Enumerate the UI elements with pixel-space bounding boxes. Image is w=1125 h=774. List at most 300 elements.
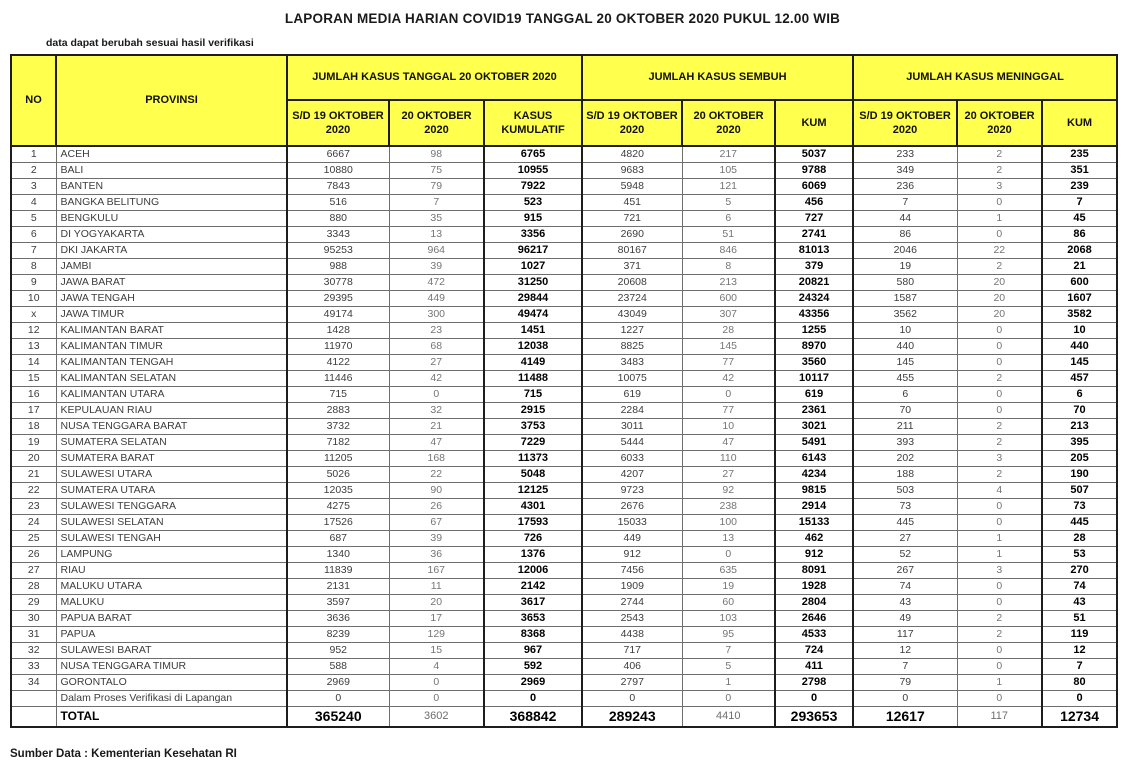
cell-value: 952 <box>287 642 389 658</box>
verification-note: data dapat berubah sesuai hasil verifikasi <box>46 37 254 49</box>
cell-no: 27 <box>11 562 56 578</box>
cell-value: 349 <box>853 162 957 178</box>
cell-value: 11488 <box>484 370 582 386</box>
cell-provinsi: MALUKU UTARA <box>56 578 287 594</box>
cell-value: 4438 <box>582 626 682 642</box>
table-row <box>11 162 1117 178</box>
cell-value: 507 <box>1042 482 1117 498</box>
cell-value: 2 <box>957 418 1042 434</box>
cell-value: 7 <box>853 658 957 674</box>
cell-value: 236 <box>853 178 957 194</box>
cell-value: 19 <box>853 258 957 274</box>
cell-no: 31 <box>11 626 56 642</box>
cell-value: 503 <box>853 482 957 498</box>
cell-value: 371 <box>582 258 682 274</box>
cell-value: 1909 <box>582 578 682 594</box>
cell-value: 2 <box>957 146 1042 162</box>
table-row <box>11 274 1117 290</box>
cell-value: 12 <box>853 642 957 658</box>
cell-value: 117 <box>853 626 957 642</box>
covid-report-table <box>10 54 1118 728</box>
cell-no: 24 <box>11 514 56 530</box>
cell-value: 912 <box>582 546 682 562</box>
cell-value: 523 <box>484 194 582 210</box>
cell-value: 0 <box>957 498 1042 514</box>
cell-value: 12006 <box>484 562 582 578</box>
table-row <box>11 674 1117 690</box>
cell-value: 103 <box>682 610 775 626</box>
cell-value: 0 <box>957 194 1042 210</box>
cell-value: 2969 <box>484 674 582 690</box>
sub-header-meninggal-sd19: S/D 19 OKTOBER 2020 <box>853 100 957 146</box>
cell-value: 0 <box>957 690 1042 706</box>
cell-value: 15033 <box>582 514 682 530</box>
cell-provinsi: KALIMANTAN TENGAH <box>56 354 287 370</box>
cell-provinsi: SULAWESI SELATAN <box>56 514 287 530</box>
cell-value: 11373 <box>484 450 582 466</box>
cell-value: 2 <box>957 370 1042 386</box>
cell-no: 25 <box>11 530 56 546</box>
cell-value: 86 <box>853 226 957 242</box>
cell-no: 2 <box>11 162 56 178</box>
cell-value: 10955 <box>484 162 582 178</box>
cell-value: 20 <box>957 290 1042 306</box>
cell-value: 110 <box>682 450 775 466</box>
cell-value: 60 <box>682 594 775 610</box>
total-row <box>11 706 1117 727</box>
cell-value: 3617 <box>484 594 582 610</box>
cell-value: 3021 <box>775 418 853 434</box>
cell-value: 1 <box>957 210 1042 226</box>
cell-value: 10880 <box>287 162 389 178</box>
table-row <box>11 642 1117 658</box>
cell-no: 5 <box>11 210 56 226</box>
cell-no: 22 <box>11 482 56 498</box>
cell-value: 13 <box>682 530 775 546</box>
cell-value: 6 <box>853 386 957 402</box>
cell-value: 1607 <box>1042 290 1117 306</box>
table-row <box>11 226 1117 242</box>
cell-no: 10 <box>11 290 56 306</box>
cell-value: 4122 <box>287 354 389 370</box>
cell-value: 12035 <box>287 482 389 498</box>
table-row <box>11 514 1117 530</box>
cell-value: 445 <box>853 514 957 530</box>
cell-value: 15 <box>389 642 484 658</box>
cell-value: 2914 <box>775 498 853 514</box>
cell-value: 11205 <box>287 450 389 466</box>
cell-value: 1 <box>957 530 1042 546</box>
cell-value: 2046 <box>853 242 957 258</box>
cell-value: 1428 <box>287 322 389 338</box>
cell-value: 205 <box>1042 450 1117 466</box>
cell-total-value: 4410 <box>682 706 775 727</box>
cell-value: 2 <box>957 610 1042 626</box>
cell-value: 0 <box>957 658 1042 674</box>
cell-total-value: 365240 <box>287 706 389 727</box>
table-row <box>11 546 1117 562</box>
cell-value: 2646 <box>775 610 853 626</box>
cell-provinsi: KALIMANTAN TIMUR <box>56 338 287 354</box>
cell-value: 5948 <box>582 178 682 194</box>
cell-provinsi: BANGKA BELITUNG <box>56 194 287 210</box>
cell-value: 307 <box>682 306 775 322</box>
cell-value: 4533 <box>775 626 853 642</box>
cell-value: 2969 <box>287 674 389 690</box>
table-body <box>11 146 1117 727</box>
cell-value: 74 <box>1042 578 1117 594</box>
cell-value: 145 <box>853 354 957 370</box>
cell-value: 49174 <box>287 306 389 322</box>
cell-value: 9788 <box>775 162 853 178</box>
cell-value: 267 <box>853 562 957 578</box>
cell-value: 5 <box>682 194 775 210</box>
cell-provinsi: JAWA TIMUR <box>56 306 287 322</box>
cell-value: 67 <box>389 514 484 530</box>
cell-no <box>11 706 56 727</box>
group-header-kasus: JUMLAH KASUS TANGGAL 20 OKTOBER 2020 <box>287 55 582 100</box>
cell-value: 619 <box>775 386 853 402</box>
cell-provinsi: KALIMANTAN BARAT <box>56 322 287 338</box>
cell-value: 36 <box>389 546 484 562</box>
cell-value: 0 <box>853 690 957 706</box>
cell-value: 35 <box>389 210 484 226</box>
cell-value: 7456 <box>582 562 682 578</box>
cell-value: 0 <box>957 338 1042 354</box>
cell-value: 86 <box>1042 226 1117 242</box>
cell-provinsi: Dalam Proses Verifikasi di Lapangan <box>56 690 287 706</box>
cell-value: 600 <box>682 290 775 306</box>
cell-value: 3597 <box>287 594 389 610</box>
cell-value: 26 <box>389 498 484 514</box>
cell-value: 188 <box>853 466 957 482</box>
cell-provinsi: SULAWESI BARAT <box>56 642 287 658</box>
cell-no: 12 <box>11 322 56 338</box>
cell-value: 22 <box>957 242 1042 258</box>
total-label: TOTAL <box>56 706 287 727</box>
cell-value: 4275 <box>287 498 389 514</box>
cell-value: 5 <box>682 658 775 674</box>
cell-value: 715 <box>484 386 582 402</box>
cell-value: 51 <box>1042 610 1117 626</box>
cell-value: 10 <box>1042 322 1117 338</box>
cell-value: 28 <box>682 322 775 338</box>
cell-value: 2142 <box>484 578 582 594</box>
cell-value: 8091 <box>775 562 853 578</box>
table-row <box>11 498 1117 514</box>
cell-value: 10 <box>853 322 957 338</box>
cell-value: 2284 <box>582 402 682 418</box>
cell-no: 32 <box>11 642 56 658</box>
cell-value: 79 <box>853 674 957 690</box>
cell-provinsi: PAPUA BARAT <box>56 610 287 626</box>
table-row <box>11 258 1117 274</box>
cell-value: 6 <box>682 210 775 226</box>
cell-total-value: 117 <box>957 706 1042 727</box>
cell-value: 238 <box>682 498 775 514</box>
cell-value: 2131 <box>287 578 389 594</box>
cell-value: 53 <box>1042 546 1117 562</box>
cell-value: 3582 <box>1042 306 1117 322</box>
cell-value: 3636 <box>287 610 389 626</box>
cell-value: 3343 <box>287 226 389 242</box>
cell-value: 30778 <box>287 274 389 290</box>
cell-value: 11839 <box>287 562 389 578</box>
cell-value: 75 <box>389 162 484 178</box>
cell-value: 395 <box>1042 434 1117 450</box>
cell-value: 6667 <box>287 146 389 162</box>
cell-value: 721 <box>582 210 682 226</box>
table-row <box>11 146 1117 162</box>
group-header-meninggal: JUMLAH KASUS MENINGGAL <box>853 55 1117 100</box>
cell-provinsi: KEPULAUAN RIAU <box>56 402 287 418</box>
cell-provinsi: SUMATERA SELATAN <box>56 434 287 450</box>
cell-value: 2068 <box>1042 242 1117 258</box>
cell-no: 34 <box>11 674 56 690</box>
cell-value: 7843 <box>287 178 389 194</box>
cell-value: 915 <box>484 210 582 226</box>
cell-value: 105 <box>682 162 775 178</box>
cell-value: 715 <box>287 386 389 402</box>
cell-value: 51 <box>682 226 775 242</box>
cell-value: 6143 <box>775 450 853 466</box>
cell-value: 98 <box>389 146 484 162</box>
cell-no: 18 <box>11 418 56 434</box>
cell-value: 47 <box>682 434 775 450</box>
cell-value: 10 <box>682 418 775 434</box>
cell-provinsi: SULAWESI TENGAH <box>56 530 287 546</box>
cell-provinsi: BANTEN <box>56 178 287 194</box>
cell-total-value: 12617 <box>853 706 957 727</box>
table-row <box>11 594 1117 610</box>
sub-header-sembuh-20okt: 20 OKTOBER 2020 <box>682 100 775 146</box>
cell-value: 1340 <box>287 546 389 562</box>
cell-provinsi: LAMPUNG <box>56 546 287 562</box>
cell-value: 0 <box>957 642 1042 658</box>
cell-value: 0 <box>682 386 775 402</box>
cell-value: 6 <box>1042 386 1117 402</box>
cell-value: 6765 <box>484 146 582 162</box>
cell-provinsi: SULAWESI TENGGARA <box>56 498 287 514</box>
cell-value: 4234 <box>775 466 853 482</box>
cell-value: 190 <box>1042 466 1117 482</box>
cell-value: 0 <box>1042 690 1117 706</box>
cell-value: 724 <box>775 642 853 658</box>
table-row <box>11 338 1117 354</box>
cell-value: 3732 <box>287 418 389 434</box>
cell-value: 451 <box>582 194 682 210</box>
cell-value: 27 <box>853 530 957 546</box>
cell-value: 11 <box>389 578 484 594</box>
cell-value: 1 <box>957 546 1042 562</box>
table-row <box>11 610 1117 626</box>
cell-value: 79 <box>389 178 484 194</box>
cell-value: 449 <box>582 530 682 546</box>
cell-value: 202 <box>853 450 957 466</box>
cell-value: 2 <box>957 258 1042 274</box>
cell-no: 33 <box>11 658 56 674</box>
cell-value: 2 <box>957 466 1042 482</box>
cell-value: 393 <box>853 434 957 450</box>
cell-value: 9683 <box>582 162 682 178</box>
cell-value: 3653 <box>484 610 582 626</box>
cell-value: 727 <box>775 210 853 226</box>
cell-value: 4 <box>957 482 1042 498</box>
table-row <box>11 690 1117 706</box>
cell-value: 5491 <box>775 434 853 450</box>
cell-value: 7182 <box>287 434 389 450</box>
cell-value: 17 <box>389 610 484 626</box>
sub-header-sembuh-kum: KUM <box>775 100 853 146</box>
cell-value: 1928 <box>775 578 853 594</box>
cell-value: 440 <box>853 338 957 354</box>
cell-value: 0 <box>957 354 1042 370</box>
cell-value: 445 <box>1042 514 1117 530</box>
cell-value: 39 <box>389 530 484 546</box>
cell-value: 11446 <box>287 370 389 386</box>
cell-value: 0 <box>775 690 853 706</box>
cell-value: 32 <box>389 402 484 418</box>
cell-provinsi: BENGKULU <box>56 210 287 226</box>
cell-value: 1027 <box>484 258 582 274</box>
cell-value: 235 <box>1042 146 1117 162</box>
cell-value: 7 <box>389 194 484 210</box>
cell-value: 7 <box>853 194 957 210</box>
cell-value: 846 <box>682 242 775 258</box>
cell-value: 3560 <box>775 354 853 370</box>
cell-no: 20 <box>11 450 56 466</box>
cell-value: 68 <box>389 338 484 354</box>
cell-no: 4 <box>11 194 56 210</box>
cell-value: 440 <box>1042 338 1117 354</box>
cell-value: 462 <box>775 530 853 546</box>
cell-value: 449 <box>389 290 484 306</box>
cell-value: 43 <box>1042 594 1117 610</box>
cell-value: 13 <box>389 226 484 242</box>
cell-value: 213 <box>1042 418 1117 434</box>
cell-value: 3356 <box>484 226 582 242</box>
cell-provinsi: DI YOGYAKARTA <box>56 226 287 242</box>
sub-header-kasus-20okt: 20 OKTOBER 2020 <box>389 100 484 146</box>
table-row <box>11 290 1117 306</box>
cell-value: 0 <box>682 690 775 706</box>
cell-no: 21 <box>11 466 56 482</box>
cell-value: 0 <box>389 674 484 690</box>
cell-value: 211 <box>853 418 957 434</box>
table-row <box>11 370 1117 386</box>
cell-value: 1587 <box>853 290 957 306</box>
cell-value: 0 <box>957 594 1042 610</box>
cell-value: 2690 <box>582 226 682 242</box>
cell-value: 43356 <box>775 306 853 322</box>
table-row <box>11 466 1117 482</box>
cell-value: 42 <box>389 370 484 386</box>
cell-value: 96217 <box>484 242 582 258</box>
cell-value: 70 <box>1042 402 1117 418</box>
sub-header-sembuh-sd19: S/D 19 OKTOBER 2020 <box>582 100 682 146</box>
cell-no: 23 <box>11 498 56 514</box>
cell-value: 80167 <box>582 242 682 258</box>
cell-value: 43 <box>853 594 957 610</box>
cell-value: 619 <box>582 386 682 402</box>
page-title: LAPORAN MEDIA HARIAN COVID19 TANGGAL 20 OKTOBER 2020 PUKUL 12.00 WIB <box>284 11 841 26</box>
table-row <box>11 578 1117 594</box>
cell-provinsi: KALIMANTAN SELATAN <box>56 370 287 386</box>
cell-value: 0 <box>957 402 1042 418</box>
cell-no: 15 <box>11 370 56 386</box>
cell-value: 145 <box>1042 354 1117 370</box>
cell-total-value: 12734 <box>1042 706 1117 727</box>
cell-value: 12038 <box>484 338 582 354</box>
sub-header-meninggal-20okt: 20 OKTOBER 2020 <box>957 100 1042 146</box>
col-header-no: NO <box>11 55 56 146</box>
cell-value: 592 <box>484 658 582 674</box>
table-row <box>11 530 1117 546</box>
cell-value: 44 <box>853 210 957 226</box>
table-row <box>11 194 1117 210</box>
cell-value: 49 <box>853 610 957 626</box>
cell-value: 6069 <box>775 178 853 194</box>
cell-value: 12 <box>1042 642 1117 658</box>
table-row <box>11 434 1117 450</box>
cell-provinsi: SULAWESI UTARA <box>56 466 287 482</box>
cell-value: 717 <box>582 642 682 658</box>
cell-value: 912 <box>775 546 853 562</box>
cell-no: 9 <box>11 274 56 290</box>
cell-value: 0 <box>389 386 484 402</box>
cell-value: 2676 <box>582 498 682 514</box>
cell-value: 1255 <box>775 322 853 338</box>
cell-value: 3011 <box>582 418 682 434</box>
cell-value: 0 <box>582 690 682 706</box>
cell-value: 80 <box>1042 674 1117 690</box>
cell-value: 213 <box>682 274 775 290</box>
cell-provinsi: MALUKU <box>56 594 287 610</box>
cell-value: 8 <box>682 258 775 274</box>
cell-value: 233 <box>853 146 957 162</box>
cell-value: 2 <box>957 162 1042 178</box>
cell-total-value: 3602 <box>389 706 484 727</box>
cell-value: 8239 <box>287 626 389 642</box>
cell-value: 2804 <box>775 594 853 610</box>
cell-value: 167 <box>389 562 484 578</box>
cell-value: 77 <box>682 402 775 418</box>
cell-value: 726 <box>484 530 582 546</box>
cell-value: 2883 <box>287 402 389 418</box>
cell-value: 1227 <box>582 322 682 338</box>
cell-value: 43049 <box>582 306 682 322</box>
cell-value: 406 <box>582 658 682 674</box>
cell-value: 0 <box>957 386 1042 402</box>
cell-value: 92 <box>682 482 775 498</box>
cell-value: 20608 <box>582 274 682 290</box>
cell-value: 5037 <box>775 146 853 162</box>
cell-value: 988 <box>287 258 389 274</box>
cell-value: 7229 <box>484 434 582 450</box>
cell-no: 30 <box>11 610 56 626</box>
cell-value: 967 <box>484 642 582 658</box>
cell-value: 49474 <box>484 306 582 322</box>
cell-provinsi: NUSA TENGGARA BARAT <box>56 418 287 434</box>
cell-provinsi: SUMATERA UTARA <box>56 482 287 498</box>
cell-no: 6 <box>11 226 56 242</box>
cell-value: 15133 <box>775 514 853 530</box>
cell-value: 516 <box>287 194 389 210</box>
group-header-sembuh: JUMLAH KASUS SEMBUH <box>582 55 853 100</box>
cell-value: 8368 <box>484 626 582 642</box>
table-row <box>11 210 1117 226</box>
cell-value: 4301 <box>484 498 582 514</box>
